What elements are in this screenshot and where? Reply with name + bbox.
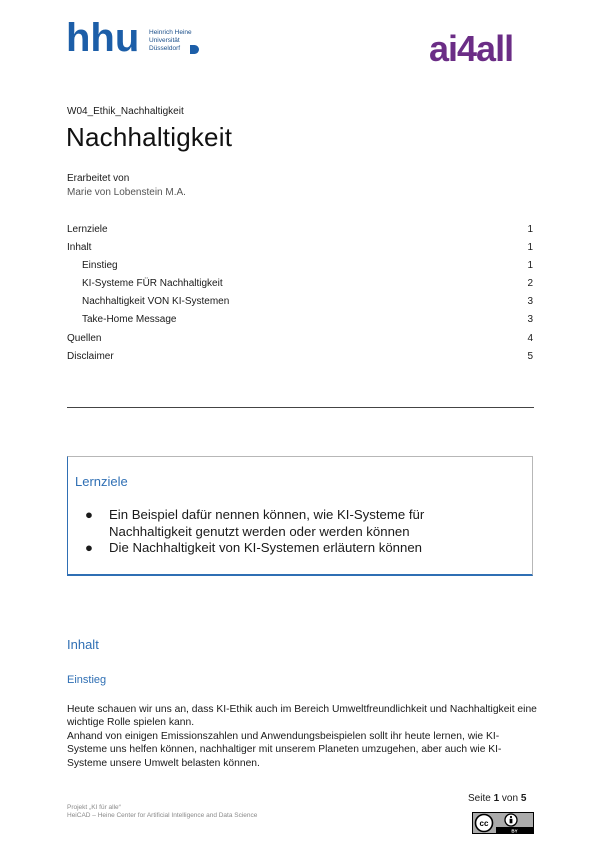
- toc-entry-page: 2: [527, 278, 533, 290]
- list-item: [84, 540, 504, 557]
- toc-divider: [67, 407, 534, 408]
- subsection-heading-einstieg: Einstieg: [67, 674, 107, 686]
- intro-paragraph-1: Heute schauen wir uns an, dass KI-Ethik auch im Bereich Umweltfreundlichkeit und Nachhaltigkeit eine wichtige Rolle spielen kann.: [67, 704, 537, 729]
- section-heading-inhalt: Inhalt: [67, 637, 99, 652]
- page-prefix: Seite: [468, 793, 494, 804]
- intro-paragraph-2: Anhand von einigen Emissionszahlen und Anwendungsbeispielen sollt ihr heute lernen, wie KI-Systeme uns helfen können, nachhaltiger mit unserem Planeten umzugehen, aber auch wie KI-Systeme unsere Umwelt belasten können.: [67, 730, 502, 769]
- toc-entry-page: 5: [527, 350, 533, 362]
- toc-entry[interactable]: [67, 276, 533, 294]
- learning-goals-box: [67, 456, 533, 576]
- toc-entry[interactable]: [67, 240, 533, 258]
- table-of-contents: [67, 222, 533, 367]
- hhu-university-name: [149, 29, 192, 52]
- page-mid: von: [499, 793, 521, 804]
- author-name: Marie von Lobenstein M.A.: [67, 187, 186, 198]
- ai4all-logo: [429, 30, 539, 66]
- toc-entry-label: Einstieg: [82, 260, 118, 272]
- cc-by-icon: [472, 812, 534, 834]
- license-text: BY: [511, 828, 518, 834]
- toc-entry-page: 1: [527, 260, 533, 272]
- toc-entry-page: 4: [527, 332, 533, 344]
- toc-entry[interactable]: [67, 331, 533, 349]
- toc-entry-label: Disclaimer: [67, 350, 114, 362]
- learning-goal-text: Die Nachhaltigkeit von KI-Systemen erläutern können: [109, 540, 423, 555]
- toc-entry[interactable]: [67, 258, 533, 276]
- footer-project-line: Projekt „KI für alle“: [67, 804, 121, 811]
- toc-entry-label: Quellen: [67, 332, 102, 344]
- toc-entry-label: Nachhaltigkeit VON KI-Systemen: [82, 296, 230, 308]
- toc-entry-label: KI-Systeme FÜR Nachhaltigkeit: [82, 278, 223, 290]
- toc-entry-label: Take-Home Message: [82, 314, 177, 326]
- learning-goals-title: Lernziele: [75, 474, 128, 489]
- toc-entry[interactable]: [67, 222, 533, 240]
- toc-entry-page: 3: [527, 314, 533, 326]
- learning-goal-text: Ein Beispiel dafür nennen können, wie KI-Systeme für Nachhaltigkeit genutzt werden oder werden können: [109, 507, 425, 539]
- page-current: 1: [493, 793, 500, 804]
- document-code: W04_Ethik_Nachhaltigkeit: [67, 106, 184, 117]
- toc-entry[interactable]: [67, 349, 533, 367]
- toc-entry-label: Inhalt: [67, 242, 92, 254]
- hhu-line-2: Universität: [149, 36, 180, 44]
- svg-text:cc: cc: [479, 819, 489, 828]
- toc-entry-page: 1: [527, 224, 533, 235]
- toc-entry-page: 1: [527, 242, 533, 254]
- list-item: [84, 507, 504, 540]
- ai4all-logo-wordmark: ai4all: [429, 30, 514, 66]
- toc-entry-page: 3: [527, 296, 533, 308]
- page-number: [468, 793, 526, 804]
- author-label: Erarbeitet von: [67, 173, 130, 184]
- toc-entry-label: Lernziele: [67, 224, 108, 235]
- toc-entry[interactable]: [67, 312, 533, 330]
- bullet-icon: ●: [85, 540, 93, 555]
- bullet-icon: ●: [85, 507, 93, 522]
- toc-entry[interactable]: [67, 294, 533, 312]
- learning-goals-list: [84, 507, 504, 557]
- intro-text: [67, 703, 537, 770]
- hhu-line-1: Heinrich Heine: [149, 29, 192, 36]
- hhu-line-3: Düsseldorf: [149, 44, 181, 52]
- hhu-logo-dot: [190, 45, 199, 54]
- hhu-logo: [66, 18, 206, 58]
- hhu-logo-mark: [66, 18, 146, 58]
- footer-project-info: [67, 804, 257, 820]
- document-title: Nachhaltigkeit: [66, 122, 233, 152]
- page-total: 5: [520, 793, 527, 804]
- footer-center-line: HeiCAD – Heine Center for Artificial Intelligence and Data Science: [67, 812, 258, 819]
- hhu-logo-wordmark: hhu: [66, 18, 140, 58]
